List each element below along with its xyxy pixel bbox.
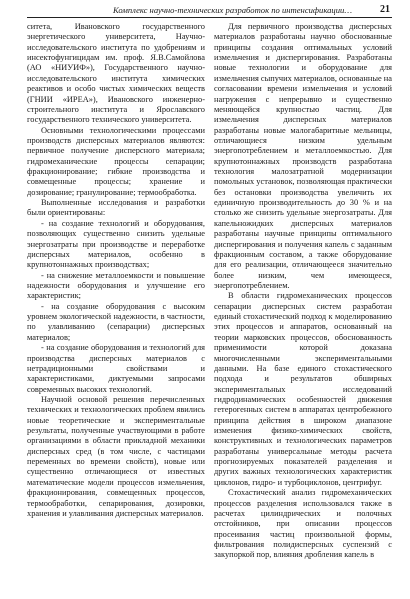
paragraph: ситета, Ивановского государственного энергетического университета, Научно-исследовательского института по удобрениям и инсектофунгицидам им. проф. Я.В.Самойлова (АО «НИУИФ»), Государственного научно-исследовательского института химических реактивов и особо чистых химических веществ (ГНИИ «ИРЕА»), Ивановского инженерно-строительного института и Ярославского государственного технического университета. (27, 22, 205, 125)
header-rule (27, 17, 392, 18)
paragraph: - на создание технологий и оборудования, позволяющих существенно снизить удельные энергозатраты при производстве и переработке дисперсных материалов, особенно в крупнотоннажных производствах; (27, 218, 205, 270)
paragraph: Выполненные исследования и разработки были ориентированы: (27, 198, 205, 218)
running-header (27, 4, 392, 22)
paragraph: - на создание оборудования с высоким уровнем экологической надежности, в частности, по улавливанию (сепарации) дисперсных материалов; (27, 301, 205, 342)
paragraph: Основными технологическими процессами производств дисперсных материалов являются: первичное получение дисперсного материала; гидромеханические процессы сепарации; фракционирование; гибкие производства и совмещенные процессы; хранение и дозирование; гранулирование; термообработка. (27, 125, 205, 197)
page-number: 21 (380, 4, 390, 15)
text-columns (27, 22, 392, 597)
paragraph: Для первичного производства дисперсных материалов разработаны научно обоснованные принципы создания оптимальных условий измельчения и диспергирования. Разработаны новые технологии и оборудование для измельчения сыпучих материалов, основанные на согласовании времени измельчения и условий нагружения с непрерывно и существенно меняющейся крупностью частиц. Для измельчения дисперсных материалов разработаны новые малогабаритные мельницы, отличающиеся низким удельным энергопотреблением и металлоемкостью. Для крупнотоннажных производств разработана технология малозатратной модернизации помольных установок, позволяющая практически без остановки производства увеличить их единичную производительность до 30 % и на столько же снизить удельные энергозатраты. Для капельножидких дисперсных материалов разработаны научные принципы оптимального диспергирования и получения капель с заданным фракционным составом, а также оборудование для его реализации, отличающееся значительно более низким, чем имеющееся, энергопотреблением. (214, 22, 392, 290)
right-column (214, 22, 392, 597)
paragraph: Научной основой решения перечисленных технических и технологических проблем явились новые теоретические и экспериментальные результаты, полученные участвующими в работе организациями в области прикладной механики дисперсных сред (в том числе, с частицами переменных во времени свойств), новые или существенно отличающиеся от известных математические модели процессов измельчения, фракционирования, совмещенных процессов, термообработки, сепарирования, дозировки, хранения и улавливания дисперсных материалов. (27, 394, 205, 518)
paragraph: Стохастический анализ гидромеханических процессов разделения использовался также в расчетах цилиндрических и полочных отстойников, при описании процессов просеивания частиц произвольной формы, фильтрования полидисперсных суспензий с закупоркой пор, влияния дробления капель в (214, 488, 392, 560)
header-title: Комплекс научно-технических разработок по интенсификации… (113, 5, 352, 15)
left-column (27, 22, 205, 597)
paragraph: В области гидромеханических процессов сепарации дисперсных систем разработан единый стохастический подход к моделированию этих процессов и аппаратов, основанный на теории марковских процессов, обоснованность применимости которой доказана многочисленными экспериментальными данными. На базе единого стохастического подхода и результатов обширных экспериментальных исследований гидродинамических особенностей движения гетерогенных систем в аппаратах центробежного принципа действия в широком диапазоне изменения физико-химических свойств, конструктивных и технологических параметров разработаны универсальные методы расчета прогнозируемых показателей разделения и других важных технологических характеристик циклонов, гидро- и турбоциклонов, центрифуг. (214, 291, 392, 487)
paragraph: - на снижение металлоемкости и повышение надежности оборудования и улучшение его характеристик; (27, 270, 205, 301)
paragraph: - на создание оборудования и технологий для производства дисперсных материалов с нетрадиционными свойствами и характеристиками, диктуемыми запросами современных высоких технологий. (27, 343, 205, 394)
